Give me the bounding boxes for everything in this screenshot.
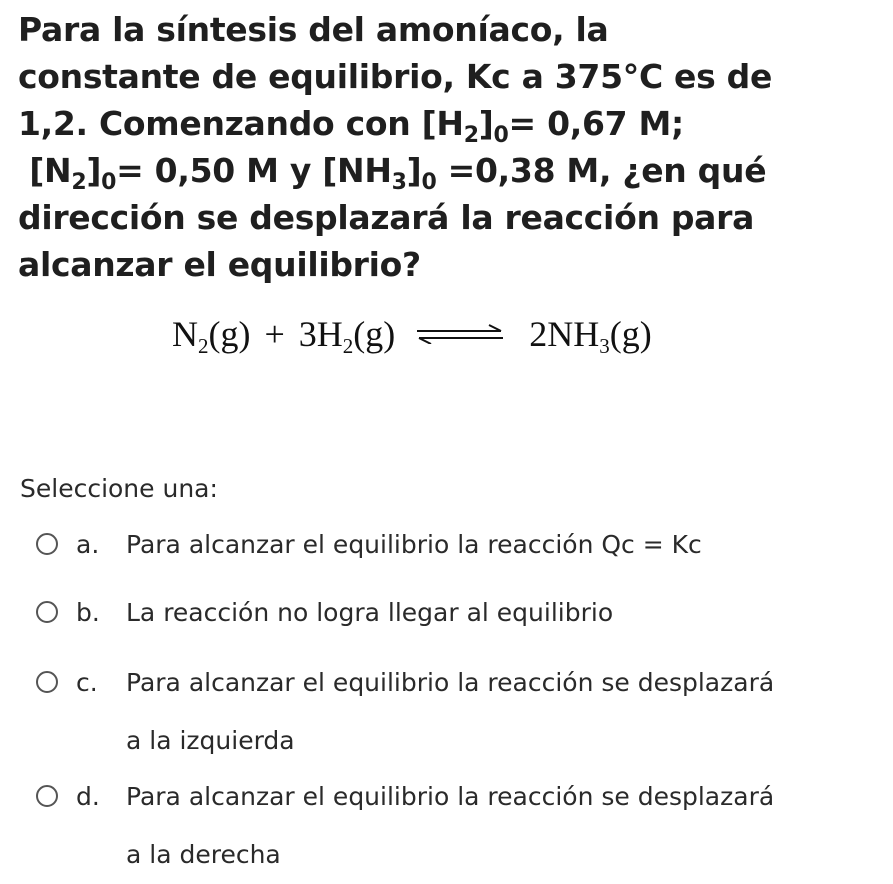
nh3-symbol: 2NH — [529, 314, 600, 354]
h2-concentration — [421, 104, 684, 148]
question-line: Para la síntesis del amoníaco, la — [18, 10, 609, 49]
h2-species — [298, 313, 396, 358]
option-label[interactable]: La reacción no logra llegar al equilibrio — [126, 598, 614, 627]
n2-state: (g) — [208, 314, 251, 354]
radio-button-icon[interactable] — [36, 785, 58, 807]
question-line: dirección se desplazará la reacción para — [18, 198, 755, 237]
h2-bracket-close: ] — [478, 104, 494, 143]
nh3-value: =0,38 M, ¿en qué — [436, 151, 767, 190]
question-line: alcanzar el equilibrio? — [18, 245, 421, 284]
reaction-equation — [172, 306, 722, 362]
equilibrium-arrow-icon — [415, 324, 505, 344]
plus-sign: + — [264, 314, 285, 354]
question-line: constante de equilibrio, Kc a 375°C es de — [18, 57, 773, 96]
h2-symbol: 3H — [298, 314, 343, 354]
option-letter: d. — [76, 782, 100, 811]
nh3-bracket: [NH — [322, 151, 392, 190]
h2-subscript: 2 — [463, 123, 479, 148]
select-prompt: Seleccione una: — [20, 474, 218, 503]
nh3-subscript: 3 — [391, 170, 407, 195]
h2-initial-subscript: 0 — [493, 123, 509, 148]
option-letter: c. — [76, 668, 98, 697]
question-fragment: 1,2. Comenzando con — [18, 104, 422, 143]
option-label-continued[interactable]: a la derecha — [126, 840, 281, 869]
n2-symbol: N — [172, 314, 198, 354]
h2-eq-subscript: 2 — [342, 334, 354, 358]
option-label[interactable]: Para alcanzar el equilibrio la reacción Qc = Kc — [126, 530, 702, 559]
question-line — [18, 147, 888, 194]
option-label[interactable]: Para alcanzar el equilibrio la reacción se desplazará — [126, 782, 775, 811]
nh3-species — [529, 313, 652, 358]
n2-initial-subscript: 0 — [101, 170, 117, 195]
n2-bracket: [N — [29, 151, 72, 190]
nh3-state: (g) — [609, 314, 652, 354]
n2-species — [172, 313, 251, 358]
n2-eq-subscript: 2 — [198, 334, 209, 358]
radio-button-icon[interactable] — [36, 601, 58, 623]
h2-state: (g) — [353, 314, 396, 354]
radio-button-icon[interactable] — [36, 533, 58, 555]
option-label[interactable]: Para alcanzar el equilibrio la reacción se desplazará — [126, 668, 775, 697]
nh3-initial-subscript: 0 — [421, 170, 437, 195]
n2-bracket-close: ] — [86, 151, 102, 190]
question-text — [18, 6, 888, 288]
h2-bracket: [H — [421, 104, 464, 143]
nh3-eq-subscript: 3 — [599, 334, 610, 358]
option-label-continued[interactable]: a la izquierda — [126, 726, 295, 755]
n2-subscript: 2 — [71, 170, 87, 195]
radio-button-icon[interactable] — [36, 671, 58, 693]
option-letter: a. — [76, 530, 100, 559]
n2-value: = 0,50 M y — [116, 151, 323, 190]
h2-value: = 0,67 M; — [508, 104, 684, 143]
question-line — [18, 100, 888, 147]
nh3-bracket-close: ] — [406, 151, 422, 190]
option-letter: b. — [76, 598, 100, 627]
